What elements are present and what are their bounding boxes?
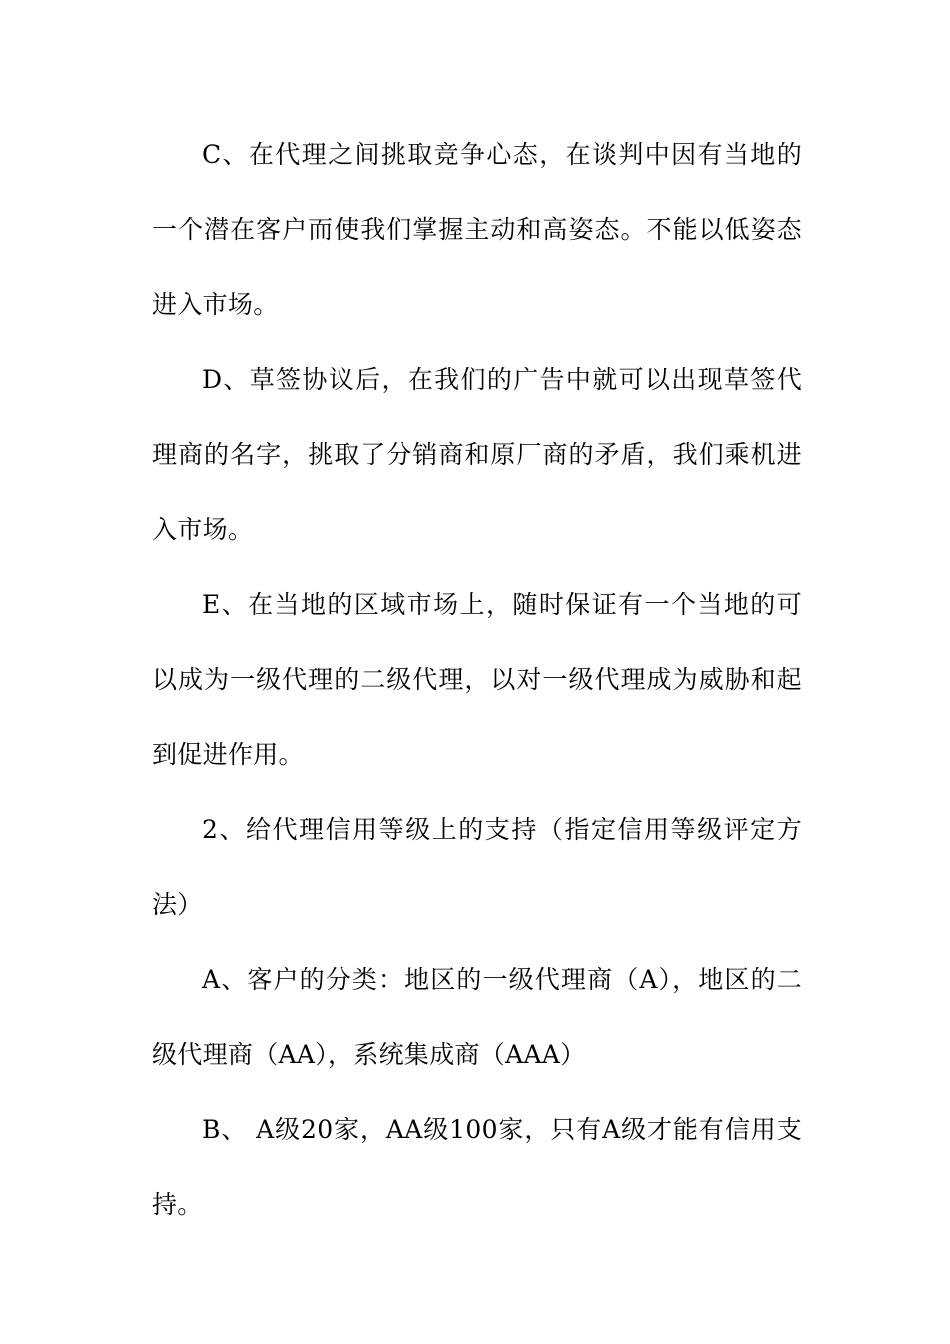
paragraph-d-draft-agreement: D、草签协议后，在我们的广告中就可以出现草签代理商的名字，挑取了分销商和原厂商的矛盾，我们乘机进入市场。 xyxy=(152,365,802,544)
paragraph-2-credit-support: 2、给代理信用等级上的支持（指定信用等级评定方法） xyxy=(152,815,802,919)
paragraph-c-competition: C、在代理之间挑取竞争心态，在谈判中因有当地的一个潜在客户而使我们掌握主动和高姿态。不能以低姿态进入市场。 xyxy=(152,140,802,319)
paragraph-e-secondary-agent: E、在当地的区域市场上，随时保证有一个当地的可以成为一级代理的二级代理，以对一级代理成为威胁和起到促进作用。 xyxy=(152,590,802,769)
paragraph-b-credit-levels: B、 A级20家，AA级100家，只有A级才能有信用支持。 xyxy=(152,1115,802,1219)
document-body xyxy=(152,117,802,1242)
paragraph-a-customer-classes: A、客户的分类：地区的一级代理商（A），地区的二级代理商（AA），系统集成商（AAA） xyxy=(152,965,802,1069)
